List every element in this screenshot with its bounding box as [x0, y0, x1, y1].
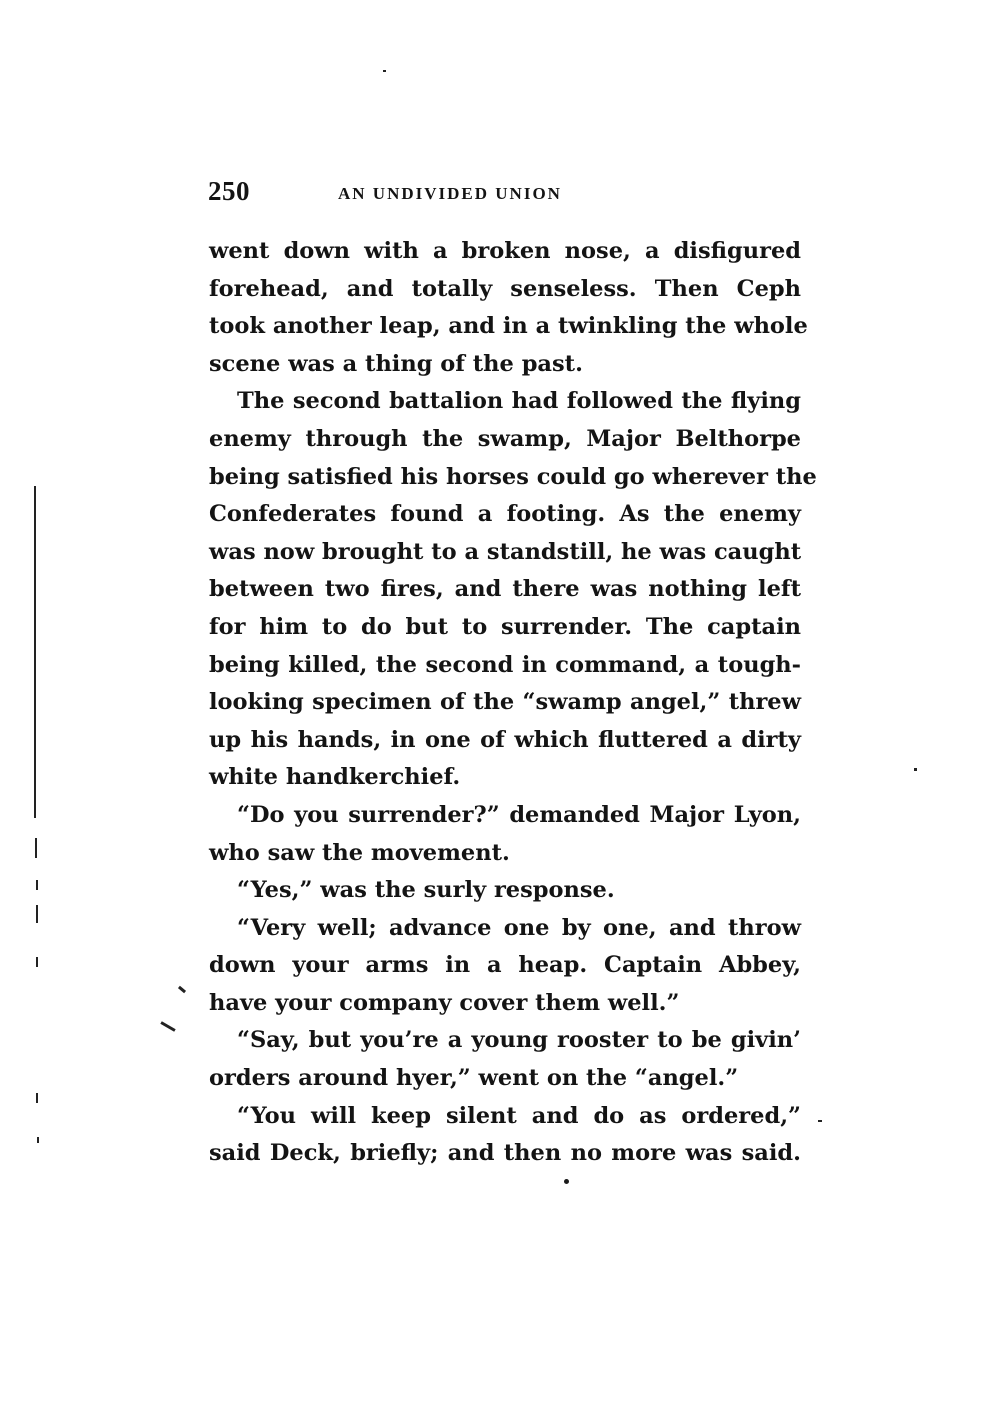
- text-line: scene was a thing of the past.: [209, 350, 583, 377]
- text-line: “Say, but you’re a young rooster to be givin’: [237, 1027, 801, 1054]
- text-line: enemy through the swamp, Major Belthorpe: [209, 425, 801, 452]
- margin-speck: [36, 957, 38, 967]
- text-line: took another leap, and in a twinkling the whole: [209, 313, 808, 340]
- text-line: “Very well; advance one by one, and throw: [237, 914, 801, 941]
- text-line: looking specimen of the “swamp angel,” threw: [209, 689, 801, 716]
- ink-dot: [564, 1179, 569, 1184]
- margin-speck: [37, 1137, 39, 1143]
- text-line: for him to do but to surrender. The captain: [209, 613, 801, 640]
- running-title: AN UNDIVIDED UNION: [338, 184, 562, 203]
- text-line: “You will keep silent and do as ordered,”: [237, 1102, 801, 1129]
- text-line: up his hands, in one of which fluttered a dirty: [209, 726, 801, 753]
- margin-speck: [178, 986, 186, 993]
- text-line: forehead, and totally senseless. Then Ceph: [209, 275, 801, 302]
- text-line: between two fires, and there was nothing left: [209, 576, 801, 603]
- text-line: went down with a broken nose, a disfigured: [209, 238, 801, 264]
- text-line: said Deck, briefly; and then no more was said.: [209, 1140, 801, 1167]
- text-line: have your company cover them well.”: [209, 989, 680, 1016]
- body-text: [209, 233, 817, 1173]
- margin-speck: [818, 1120, 822, 1122]
- text-line: down your arms in a heap. Captain Abbey,: [209, 952, 801, 979]
- text-line: who saw the movement.: [209, 839, 510, 866]
- margin-speck: [160, 1021, 175, 1032]
- text-line: being killed, the second in command, a tough-: [209, 651, 801, 678]
- margin-speck: [36, 880, 38, 890]
- page-header: [208, 176, 800, 216]
- text-line: orders around hyer,” went on the “angel.”: [209, 1065, 739, 1092]
- text-line: The second battalion had followed the flying: [237, 388, 801, 415]
- text-line: Confederates found a footing. As the enemy: [209, 501, 801, 528]
- text-line: white handkerchief.: [209, 764, 461, 791]
- text-line: “Do you surrender?” demanded Major Lyon,: [237, 801, 801, 828]
- page-number: 250: [208, 176, 250, 206]
- text-line: was now brought to a standstill, he was caught: [209, 538, 802, 565]
- margin-speck: [383, 70, 386, 72]
- margin-speck: [36, 905, 38, 923]
- text-line: being satisfied his horses could go wherever the: [209, 463, 817, 490]
- margin-rule: [34, 486, 36, 818]
- text-line: “Yes,” was the surly response.: [237, 877, 615, 904]
- margin-speck: [914, 768, 917, 771]
- margin-speck: [36, 1093, 38, 1103]
- margin-speck: [35, 838, 37, 858]
